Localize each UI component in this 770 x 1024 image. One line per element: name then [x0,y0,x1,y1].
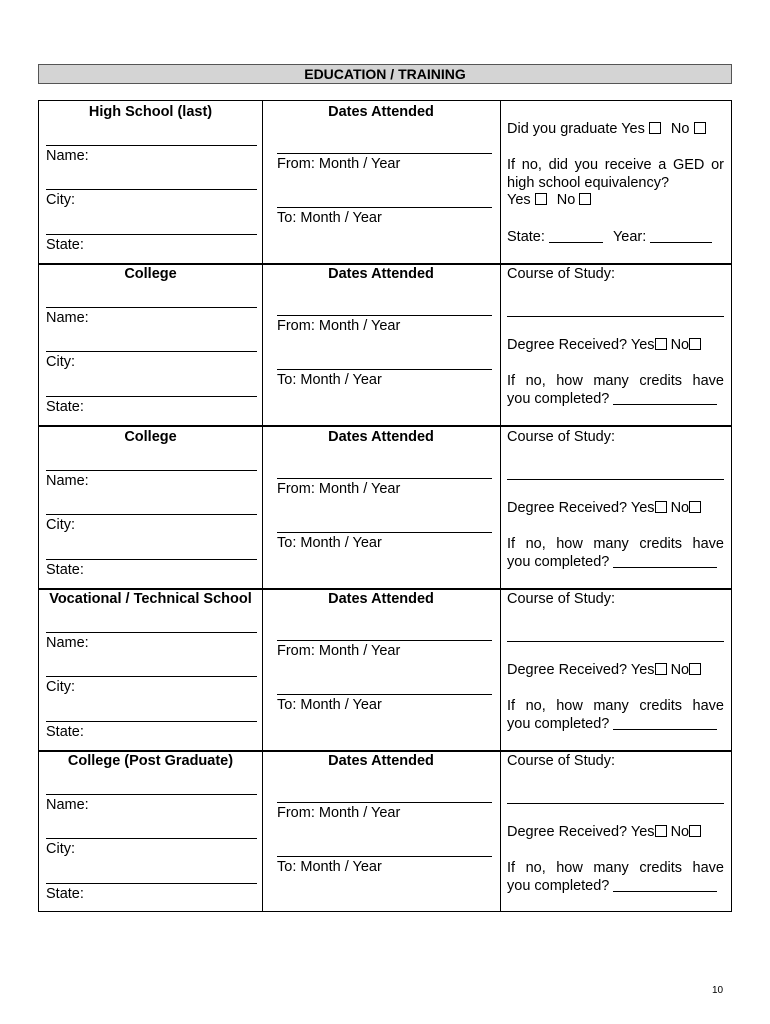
credits-field[interactable] [613,392,717,405]
school-state-field[interactable] [46,559,257,560]
to-label: To: Month / Year [277,535,382,551]
state-label: State: [46,237,84,253]
section-school-cell [39,263,262,425]
degree-yes-checkbox[interactable] [655,663,667,675]
to-field[interactable] [277,369,492,370]
school-state-field[interactable] [46,396,257,397]
degree-no-checkbox[interactable] [689,825,701,837]
ged-no-checkbox[interactable] [579,193,591,205]
ged-year-label: Year: [612,229,647,245]
credits-question-line2 [507,716,717,732]
credits-question-text: you completed? [507,878,610,894]
ged-answer [507,192,591,208]
credits-question-text: you completed? [507,391,610,407]
city-label: City: [46,517,75,533]
high-school-name-field[interactable] [46,145,257,146]
section-school-cell [39,750,262,911]
course-of-study-field[interactable] [507,316,724,317]
to-field[interactable] [277,856,492,857]
school-name-field[interactable] [46,307,257,308]
degree-received [507,500,701,516]
to-field[interactable] [277,532,492,533]
ged-question-line1: If no, did you receive a GED or [507,157,724,173]
name-label: Name: [46,635,89,651]
section-dates-cell [262,263,500,425]
high-school-to-field[interactable] [277,207,492,208]
section-header: College (Post Graduate) [67,753,234,769]
degree-no-checkbox[interactable] [689,338,701,350]
from-label: From: Month / Year [277,156,401,172]
dates-attended-header: Dates Attended [328,753,434,769]
school-city-field[interactable] [46,838,257,839]
dates-attended-header: Dates Attended [328,429,434,445]
degree-received [507,824,701,840]
section-dates-cell [262,750,500,911]
ged-state-year [507,229,712,245]
section-dates-cell [262,588,500,750]
degree-no-label: No [670,500,690,516]
high-school-graduation-cell [500,101,733,263]
from-label: From: Month / Year [277,643,401,659]
course-of-study-field[interactable] [507,803,724,804]
credits-question-text: you completed? [507,554,610,570]
degree-no-label: No [670,824,690,840]
graduate-no-label: No [670,121,690,137]
degree-received [507,662,701,678]
degree-received-label: Degree Received? Yes [507,337,655,353]
to-field[interactable] [277,694,492,695]
from-field[interactable] [277,640,492,641]
state-label: State: [46,886,84,902]
credits-question-line2 [507,878,717,894]
ged-state-field[interactable] [549,230,603,243]
state-label: State: [46,562,84,578]
section-header: College [124,266,177,282]
high-school-header: High School (last) [88,104,213,120]
to-label: To: Month / Year [277,859,382,875]
degree-yes-checkbox[interactable] [655,825,667,837]
credits-field[interactable] [613,879,717,892]
course-of-study-field[interactable] [507,479,724,480]
degree-no-checkbox[interactable] [689,663,701,675]
from-field[interactable] [277,315,492,316]
from-label: From: Month / Year [277,805,401,821]
credits-question-text: you completed? [507,716,610,732]
section-title: EDUCATION / TRAINING [38,64,732,84]
dates-attended-header: Dates Attended [328,104,434,120]
section-school-cell [39,425,262,588]
section-header: College [124,429,177,445]
to-label: To: Month / Year [277,372,382,388]
graduate-yes-checkbox[interactable] [649,122,661,134]
state-label: State: [46,724,84,740]
ged-state-label: State: [507,229,545,245]
city-label: City: [46,841,75,857]
high-school-school-cell [39,101,262,263]
from-label: From: Month / Year [277,481,401,497]
dates-attended-header: Dates Attended [328,591,434,607]
education-table [38,100,732,912]
school-state-field[interactable] [46,883,257,884]
ged-yes-label: Yes [507,192,531,208]
credits-field[interactable] [613,555,717,568]
page-number: 10 [712,985,724,996]
state-label: State: [46,399,84,415]
course-of-study-label: Course of Study: [507,591,615,607]
section-course-cell [500,263,733,425]
from-field[interactable] [277,802,492,803]
course-of-study-label: Course of Study: [507,429,615,445]
school-city-field[interactable] [46,351,257,352]
to-label: To: Month / Year [277,210,382,226]
high-school-dates-cell [262,101,500,263]
city-label: City: [46,679,75,695]
school-state-field[interactable] [46,721,257,722]
name-label: Name: [46,148,89,164]
school-name-field[interactable] [46,632,257,633]
credits-field[interactable] [613,717,717,730]
degree-no-label: No [670,337,690,353]
ged-yes-checkbox[interactable] [535,193,547,205]
credits-question-line1: If no, how many credits have [507,860,724,876]
section-header: Vocational / Technical School [49,591,252,607]
degree-received-label: Degree Received? Yes [507,824,655,840]
city-label: City: [46,192,75,208]
section-dates-cell [262,425,500,588]
degree-yes-checkbox[interactable] [655,338,667,350]
credits-question-line2 [507,391,717,407]
graduate-question-text: Did you graduate Yes [507,121,645,137]
course-of-study-label: Course of Study: [507,266,615,282]
course-of-study-label: Course of Study: [507,753,615,769]
dates-attended-header: Dates Attended [328,266,434,282]
degree-no-label: No [670,662,690,678]
degree-yes-checkbox[interactable] [655,501,667,513]
ged-year-field[interactable] [650,230,712,243]
degree-received-label: Degree Received? Yes [507,500,655,516]
to-label: To: Month / Year [277,697,382,713]
ged-no-label: No [556,192,576,208]
city-label: City: [46,354,75,370]
name-label: Name: [46,797,89,813]
credits-question-line2 [507,554,717,570]
high-school-city-field[interactable] [46,189,257,190]
section-course-cell [500,750,733,911]
credits-question-line1: If no, how many credits have [507,536,724,552]
school-city-field[interactable] [46,514,257,515]
from-field[interactable] [277,478,492,479]
from-label: From: Month / Year [277,318,401,334]
credits-question-line1: If no, how many credits have [507,373,724,389]
name-label: Name: [46,310,89,326]
school-city-field[interactable] [46,676,257,677]
degree-received-label: Degree Received? Yes [507,662,655,678]
section-school-cell [39,588,262,750]
section-course-cell [500,588,733,750]
section-course-cell [500,425,733,588]
name-label: Name: [46,473,89,489]
course-of-study-field[interactable] [507,641,724,642]
ged-question-line2: high school equivalency? [507,175,670,191]
degree-received [507,337,701,353]
school-name-field[interactable] [46,794,257,795]
credits-question-line1: If no, how many credits have [507,698,724,714]
high-school-state-field[interactable] [46,234,257,235]
school-name-field[interactable] [46,470,257,471]
high-school-from-field[interactable] [277,153,492,154]
graduate-question [507,121,706,137]
graduate-no-checkbox[interactable] [694,122,706,134]
degree-no-checkbox[interactable] [689,501,701,513]
